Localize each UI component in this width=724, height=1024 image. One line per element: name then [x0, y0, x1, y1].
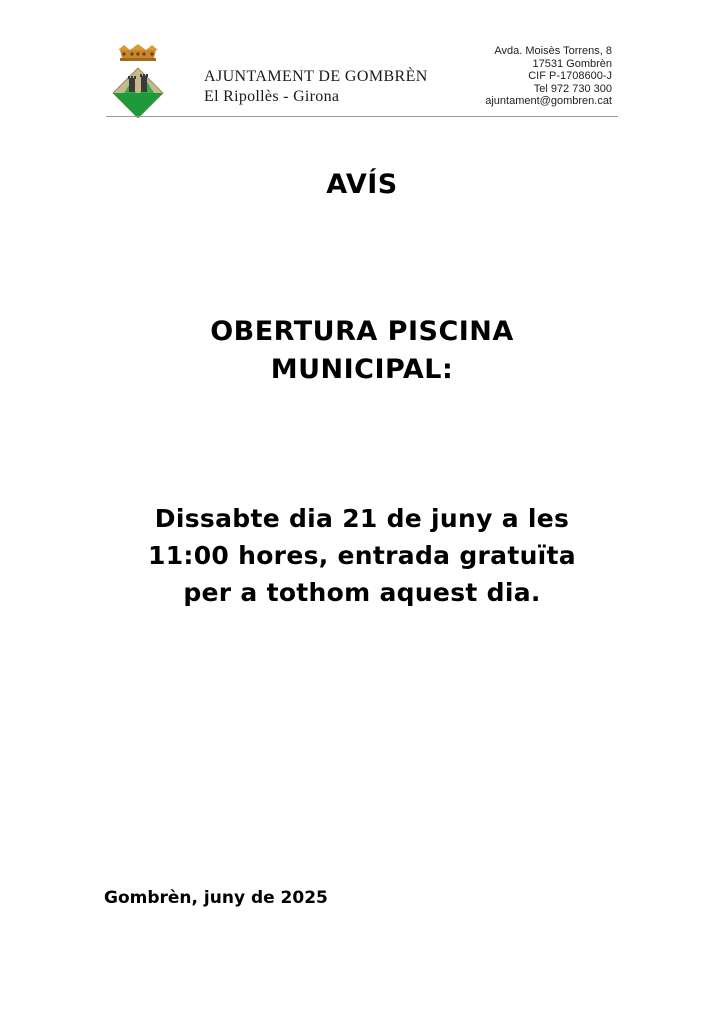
notice-subject-line: MUNICIPAL: [270, 354, 454, 385]
notice-title: AVÍS [326, 169, 398, 200]
notice-details [0, 500, 724, 611]
contact-cif: CIF P-1708600-J [528, 70, 612, 83]
organisation-name: AJUNTAMENT DE GOMBRÈN [204, 68, 428, 85]
place-and-date: Gombrèn, juny de 2025 [104, 888, 328, 908]
contact-phone: Tel 972 730 300 [533, 82, 612, 95]
contact-email: ajuntament@gombren.cat [485, 95, 612, 108]
notice-subject [0, 313, 724, 389]
notice-subject-line: OBERTURA PISCINA [210, 316, 514, 347]
shield-icon [113, 68, 163, 118]
organisation-region: El Ripollès - Girona [204, 88, 340, 105]
contact-block [485, 45, 612, 108]
header-divider [106, 116, 618, 117]
notice-details-line: 11:00 hores, entrada gratuïta [148, 541, 576, 570]
notice-details-line: per a tothom aquest dia. [183, 578, 541, 607]
contact-address: Avda. Moisès Torrens, 8 [494, 45, 612, 57]
coat-of-arms-icon [110, 44, 166, 118]
organisation-block [204, 68, 428, 106]
notice-details-line: Dissabte dia 21 de juny a les [154, 504, 570, 533]
contact-postcode: 17531 Gombrèn [532, 57, 612, 70]
crown-icon [118, 44, 158, 61]
